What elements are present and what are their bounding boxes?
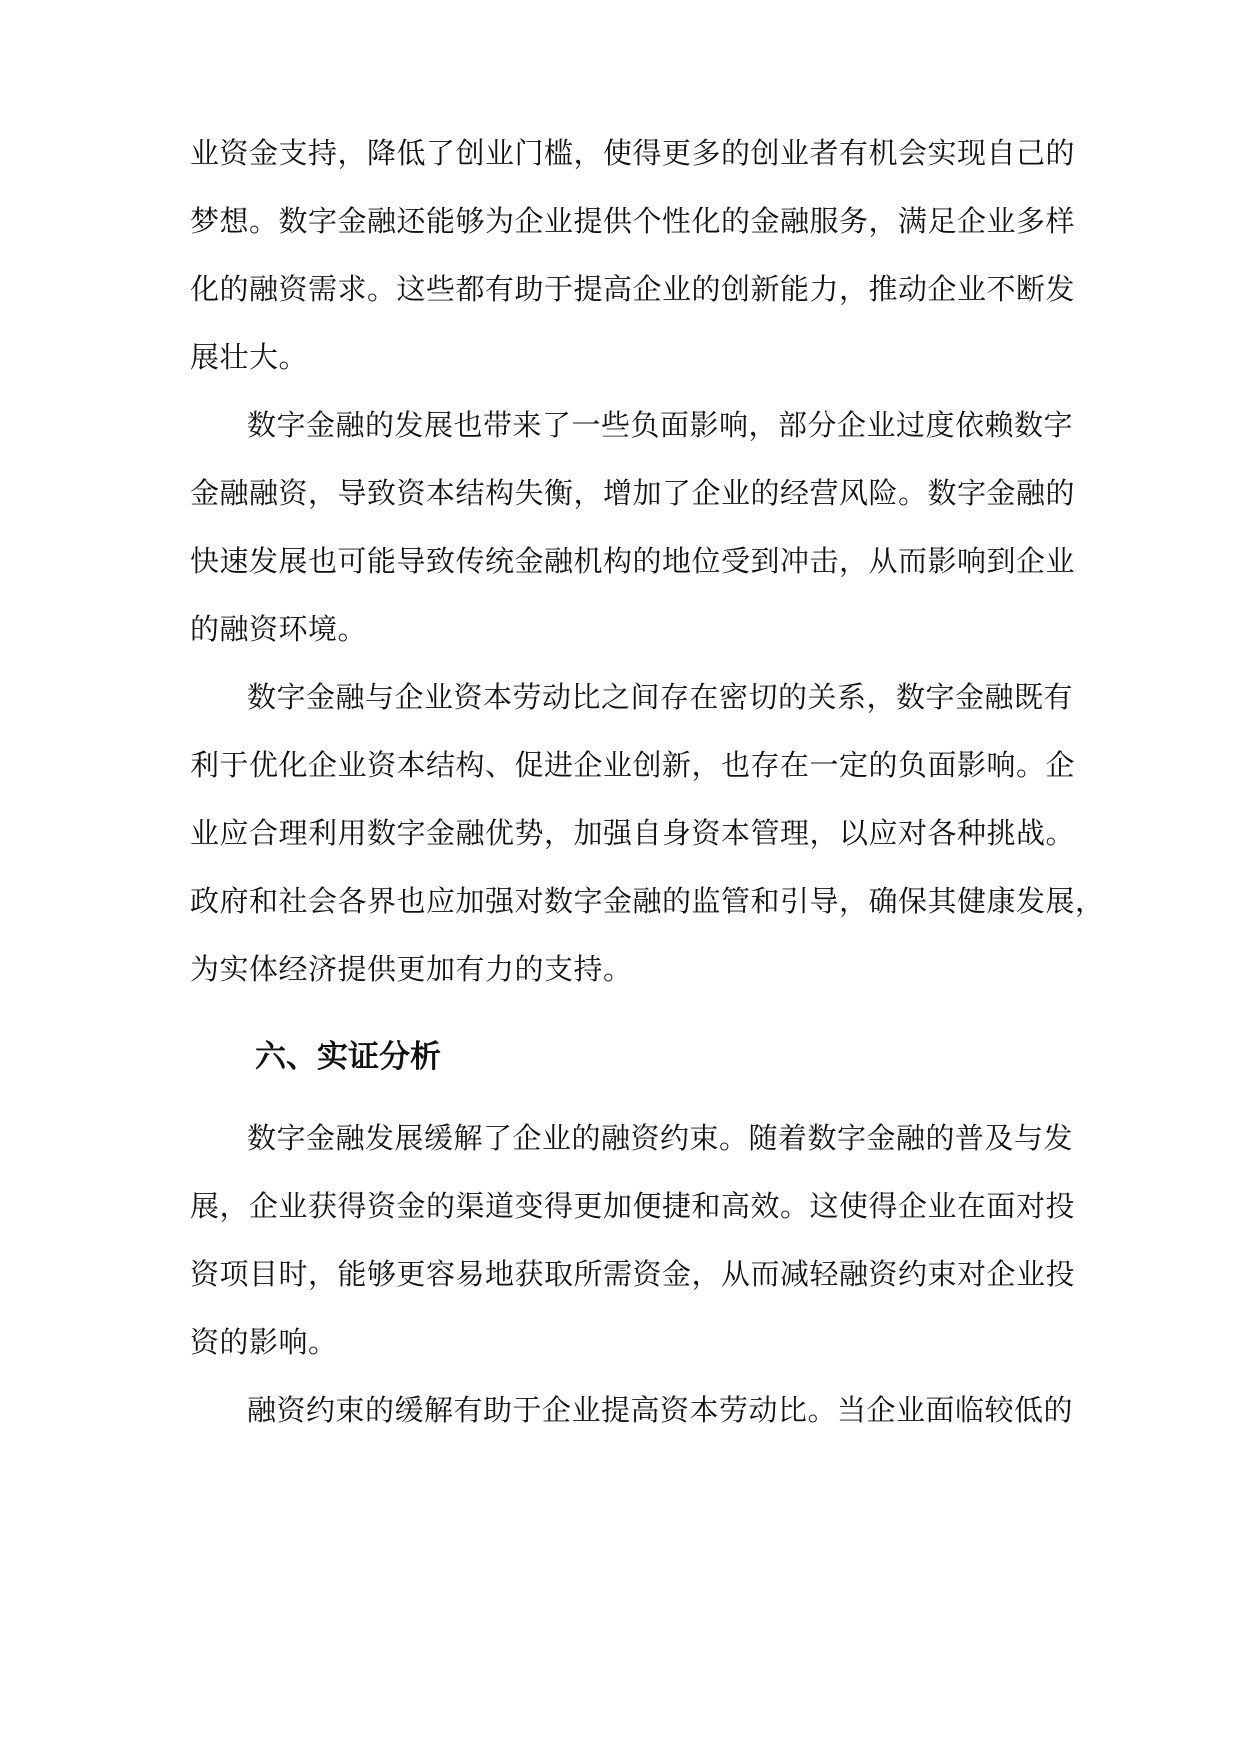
paragraph-line: 梦想。数字金融还能够为企业提供个性化的金融服务，满足企业多样 [190,204,1076,238]
paragraph-line: 资项目时，能够更容易地获取所需资金，从而减轻融资约束对企业投 [190,1257,1076,1291]
paragraph-line: 化的融资需求。这些都有助于提高企业的创新能力，推动企业不断发 [190,272,1076,306]
paragraph-line: 的融资环境。 [190,612,368,646]
paragraph-line: 数字金融发展缓解了企业的融资约束。随着数字金融的普及与发 [247,1121,1074,1155]
paragraph-line: 展壮大。 [190,340,309,374]
paragraph-line: 金融融资，导致资本结构失衡，增加了企业的经营风险。数字金融的 [190,476,1076,510]
paragraph-line: 利于优化企业资本结构、促进企业创新，也存在一定的负面影响。企 [190,748,1076,782]
paragraph-line: 快速发展也可能导致传统金融机构的地位受到冲击，从而影响到企业 [190,544,1076,578]
paragraph-line: 融资约束的缓解有助于企业提高资本劳动比。当企业面临较低的 [247,1393,1074,1427]
paragraph-line: 数字金融与企业资本劳动比之间存在密切的关系，数字金融既有 [247,680,1074,714]
paragraph-line: 为实体经济提供更加有力的支持。 [190,952,633,986]
paragraph-line: 政府和社会各界也应加强对数字金融的监管和引导，确保其健康发展， [190,884,1105,918]
paragraph-line: 业应合理利用数字金融优势，加强自身资本管理，以应对各种挑战。 [190,816,1076,850]
paragraph-line: 数字金融的发展也带来了一些负面影响，部分企业过度依赖数字 [247,408,1074,442]
paragraph-line: 资的影响。 [190,1325,338,1359]
paragraph-line: 业资金支持，降低了创业门槛，使得更多的创业者有机会实现自己的 [190,136,1076,170]
paragraph-line: 展，企业获得资金的渠道变得更加便捷和高效。这使得企业在面对投 [190,1189,1076,1223]
section-heading: 六、实证分析 [255,1039,441,1075]
